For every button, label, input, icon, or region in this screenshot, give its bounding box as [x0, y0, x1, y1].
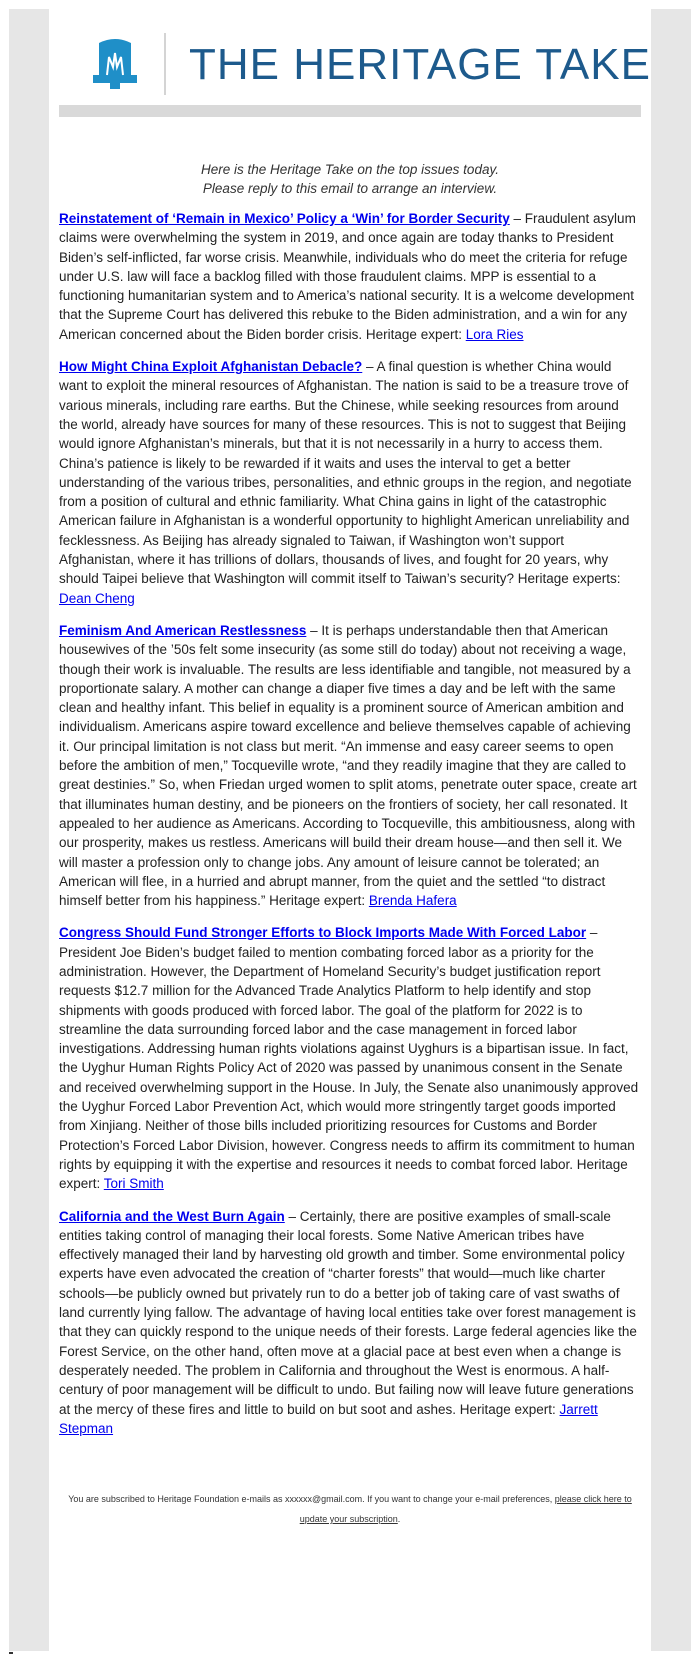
expert-link[interactable]: Jarrett Stepman	[59, 1401, 598, 1436]
right-gray-rail	[651, 9, 691, 1651]
article-summary: – Fraudulent asylum claims were overwhelming the system in 2019, and once again are today thanks to President Biden’s self-inflicted, far worse crisis. Meanwhile, individuals who do meet the criteria for refuge under U.S. law will face a backlog filled with those fraudulent claims. MPP is essential to a functioning humanitarian system and to America’s national security. It is a welcome development that the Supreme Court has delivered this rebuke to the Biden administration, and a win for any American concerned about the Biden border crisis. Heritage expert:	[59, 211, 636, 342]
expert-link[interactable]: Dean Cheng	[59, 590, 135, 606]
article-item	[59, 209, 641, 344]
update-subscription-link[interactable]: please click here to update your subscription	[299, 1494, 632, 1524]
email-body	[49, 9, 651, 1651]
subscription-footer	[59, 1489, 641, 1529]
corner-mark	[9, 1652, 13, 1654]
expert-link[interactable]: Tori Smith	[103, 1176, 164, 1192]
article-summary: – Certainly, there are positive examples of small-scale entities taking control of managing their local forests. Some Native American tribes have effectively managed their land by harvesting old growth and timber. Some environmental policy experts have even advocated the creation of “charter forests” that would—much like charter schools—be publicly owned but privately run to do a better job of taking care of vast swaths of land currently lying fallow. The advantage of having local entities take over forest management is that they can quickly respond to the unique needs of their forests. Large federal agencies like the Forest Service, on the other hand, often move at a glacial pace at best even when a change is desperately needed. The problem in California and throughout the West is enormous. A half-century of poor management will be difficult to undo. But failing now will leave future generations at the mercy of these fires and little to build on but soot and ashes. Heritage expert:	[59, 1208, 637, 1417]
left-gray-rail	[9, 9, 49, 1651]
article-summary: – President Joe Biden’s budget failed to mention combating forced labor as a priority for the administration. However, the Department of Homeland Security’s budget justification report requests $12.7 million for the Advanced Trade Analytics Platform to help identify and stop shipments with goods produced with forced labor. The goal of the platform for 2022 is to streamline the data surrounding forced labor and the case management in forced labor investigations. Addressing human rights violations against Uyghurs is a bipartisan issue. In fact, the Uyghur Human Rights Policy Act of 2020 was passed by unanimous consent in the Senate and received overwhelming support in the House. In July, the Senate also unanimously approved the Uyghur Forced Labor Prevention Act, which would more stringently target goods imported from Xinjiang. Neither of those bills included prioritizing resources for Customs and Border Protection’s Forced Labor Division, however. Congress needs to affirm its commitment to human rights by equipping it with the expertise and resources it needs to combat forced labor. Heritage expert:	[59, 925, 639, 1192]
footer-period: .	[397, 1514, 401, 1524]
intro-line-1: Here is the Heritage Take on the top issues today.	[201, 162, 499, 177]
expert-link[interactable]: Brenda Hafera	[368, 893, 457, 909]
header-divider-bar	[59, 105, 641, 117]
article-headline-link[interactable]: Reinstatement of ‘Remain in Mexico’ Policy a ‘Win’ for Border Security	[59, 211, 510, 226]
logo-divider	[164, 33, 166, 95]
article-item	[59, 357, 641, 608]
article-summary: – A final question is whether China would want to exploit the mineral resources of Afghanistan. The nation is said to be a treasure trove of various minerals, including rare earths. But the Chinese, while seeking resources from around the world, already have sources for many of these resources. This is not to suggest that Beijing would ignore Afghanistan’s minerals, but that it is not necessarily in a hurry to access them. China’s patience is likely to be rewarded if it waits and uses the interval to get a better understanding of the various tribes, personalities, and ethnic groups in the region, and negotiate from a position of cultural and ethnic familiarity. What China gains in light of the catastrophic American failure in Afghanistan is a wonderful opportunity to highlight American unreliability and fecklessness. As Beijing has already signaled to Taiwan, if Washington won’t support Afghanistan, where it has trillions of dollars, thousands of lives, and fought for 20 years, why should Taipei believe that Washington will commit itself to Taiwan’s security? Heritage experts:	[59, 359, 632, 587]
article-list	[59, 209, 641, 1451]
article-summary: – It is perhaps understandable then that American housewives of the ’50s felt some insecurity (as some still do today) about not receiving a wage, though their work is invaluable. The results are less identifiable and tangible, not measured by a proportionate salary. A mother can change a diaper five times a day and be left with the same clean and healthy infant. This belief in equality is a prominent source of American ambition and individualism. Americans aspire toward excellence and believe themselves capable of achieving it. Our principal limitation is not class but merit. “An immense and easy career seems to open before the ambition of men,” Tocqueville wrote, “and they readily imagine that they are called to great destinies.” So, when Friedan urged women to split atoms, penetrate outer space, create art that illuminates human destiny, and be pioneers on the frontiers of society, her call resonated. It appealed to her audience as Americans. According to Tocqueville, this ambitiousness, along with our prosperity, makes us restless. Americans will build their dream house—and then sell it. We will master a profession only to change jobs. Any amount of leisure cannot be tolerated; an American will flee, in a hurried and abrupt manner, from the quiet and the settled “to distract himself better from his happiness.” Heritage expert:	[59, 622, 637, 909]
article-item	[59, 923, 641, 1193]
intro-line-2: Please reply to this email to arrange an interview.	[202, 181, 498, 196]
article-item	[59, 1207, 641, 1439]
article-headline-link[interactable]: How Might China Exploit Afghanistan Debacle?	[59, 359, 363, 375]
footer-text: You are subscribed to Heritage Foundation e-mails as xxxxxx@gmail.com. If you want to change your e-mail preferences,	[68, 1494, 555, 1504]
intro-text	[59, 160, 641, 198]
email-header	[49, 9, 651, 105]
brand-title: THE HERITAGE TAKE	[189, 40, 651, 89]
article-headline-link[interactable]: Feminism And American Restlessness	[59, 622, 307, 638]
article-headline-link[interactable]: California and the West Burn Again	[59, 1208, 285, 1224]
liberty-bell-icon	[91, 37, 139, 91]
article-item	[59, 621, 641, 910]
article-headline-link[interactable]: Congress Should Fund Stronger Efforts to Block Imports Made With Forced Labor	[59, 925, 587, 941]
expert-link[interactable]: Lora Ries	[465, 326, 524, 342]
